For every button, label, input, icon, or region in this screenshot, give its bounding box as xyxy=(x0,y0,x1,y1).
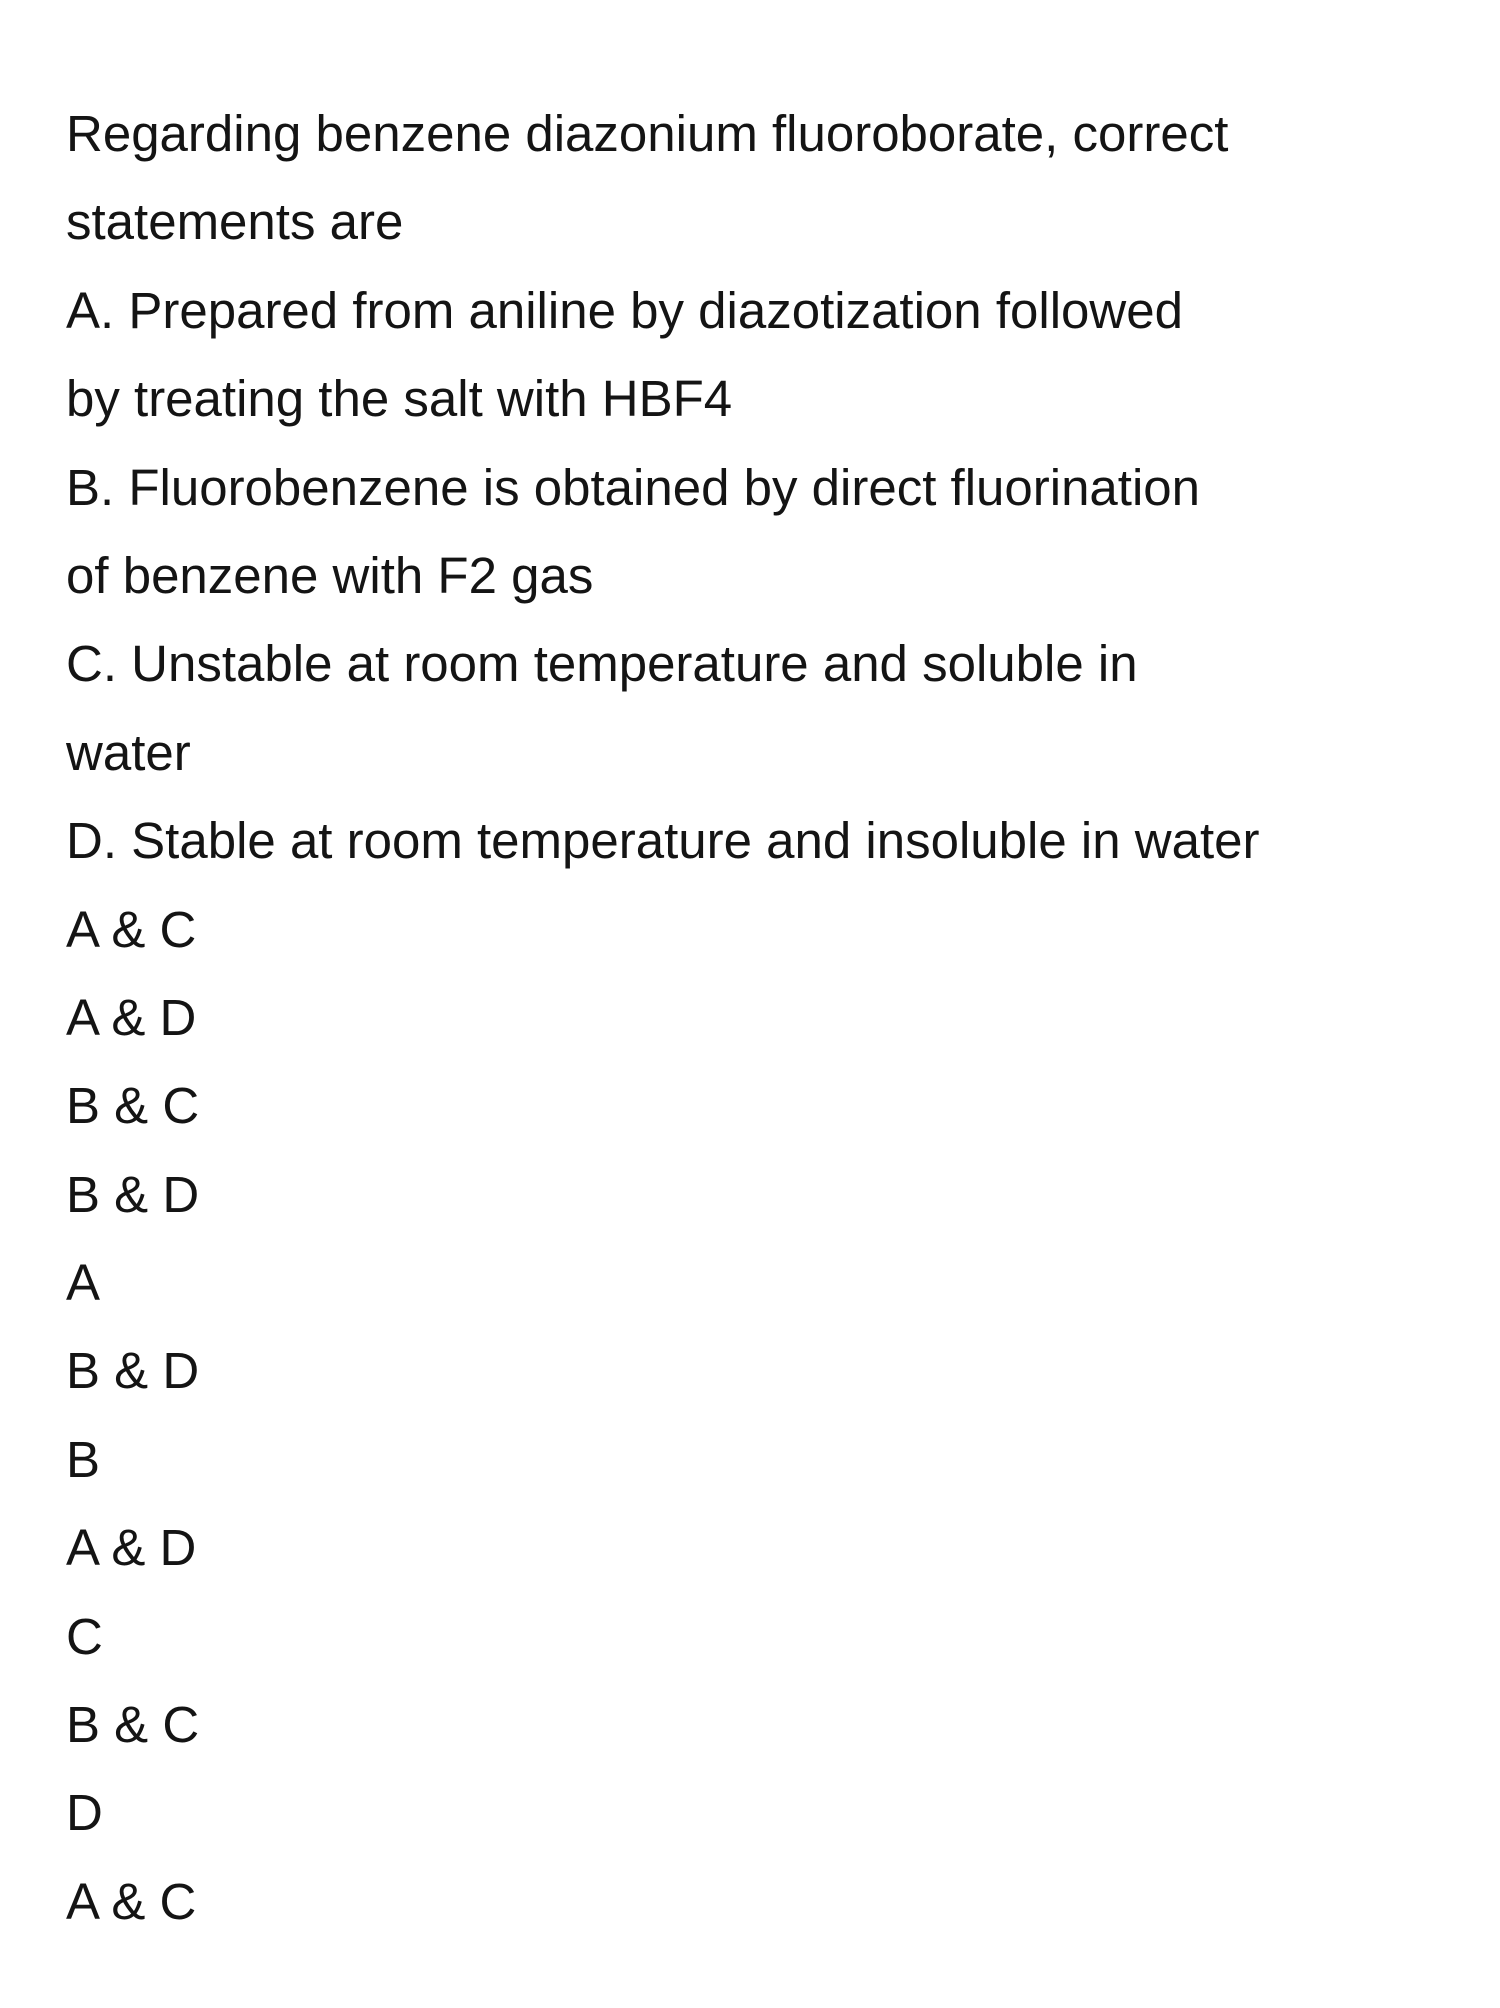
answer-option: A & D xyxy=(66,1519,197,1577)
question-stem: statements are xyxy=(66,193,404,251)
answer-option: A & D xyxy=(66,988,197,1046)
answer-option: D xyxy=(66,1784,103,1842)
answer-option: B & D xyxy=(66,1165,200,1223)
statement-d: D. Stable at room temperature and insoluble in water xyxy=(66,812,1260,870)
statement-a: A. Prepared from aniline by diazotization followed xyxy=(66,281,1183,339)
statement-b: of benzene with F2 gas xyxy=(66,546,594,604)
statement-a: by treating the salt with HBF4 xyxy=(66,370,733,428)
statement-c: C. Unstable at room temperature and soluble in xyxy=(66,635,1138,693)
answer-option: A & C xyxy=(66,900,197,958)
answer-option: C xyxy=(66,1607,103,1665)
statement-c: water xyxy=(66,723,191,781)
answer-option: B & C xyxy=(66,1696,200,1754)
answer-option: B xyxy=(66,1430,101,1488)
answer-option: A xyxy=(66,1254,101,1312)
answer-option: B & D xyxy=(66,1342,200,1400)
answer-option: B & C xyxy=(66,1077,200,1135)
question-document xyxy=(66,90,1466,1946)
statement-b: B. Fluorobenzene is obtained by direct fluorination xyxy=(66,458,1201,516)
question-stem: Regarding benzene diazonium fluoroborate, correct xyxy=(66,105,1229,162)
answer-option: A & C xyxy=(66,1872,197,1930)
